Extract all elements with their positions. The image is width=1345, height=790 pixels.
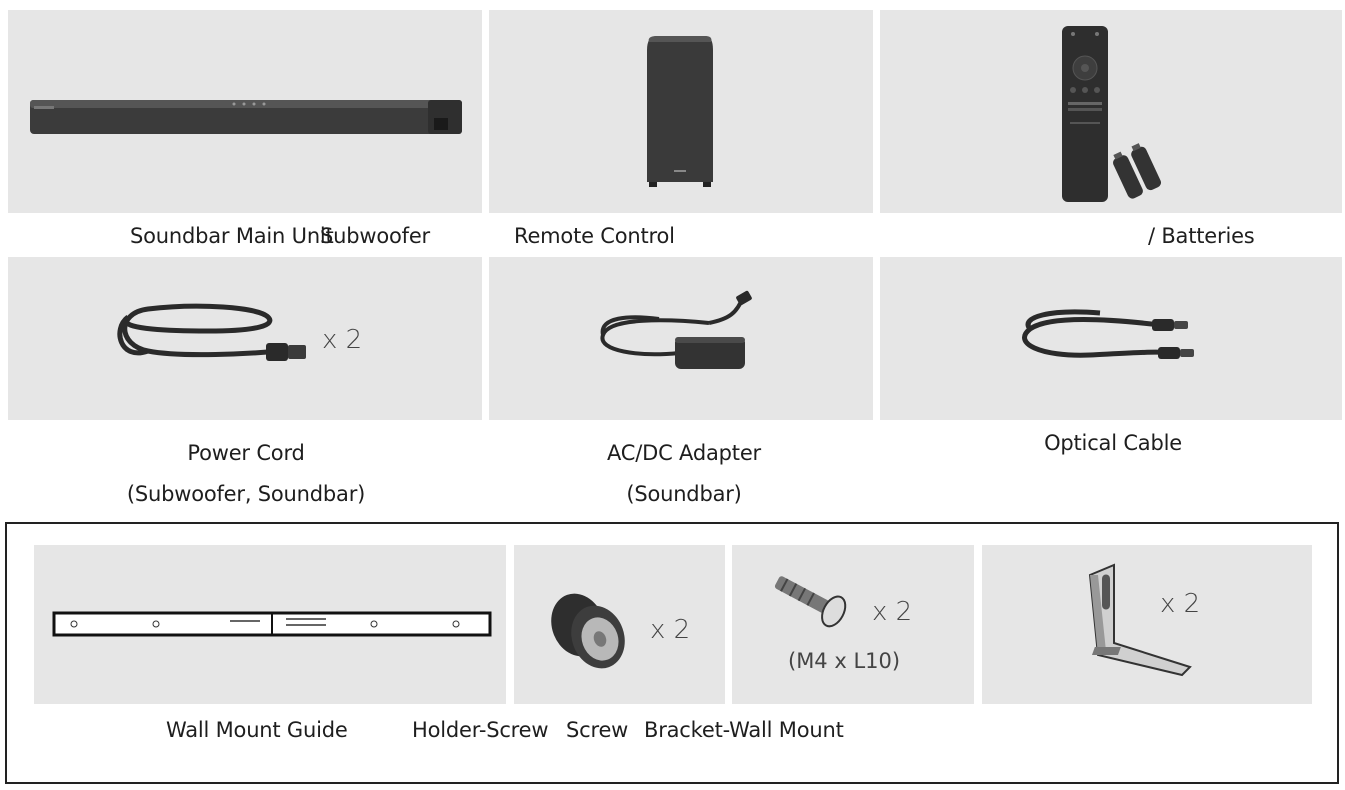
screw-spec: (M4 x L10) — [788, 649, 901, 673]
bracket-panel — [982, 545, 1312, 704]
bracket-qty: x 2 — [1160, 589, 1201, 619]
ac-dc-adapter-icon — [489, 257, 873, 420]
wall-guide-panel — [34, 545, 506, 704]
adapter-label-line2: (Soundbar) — [626, 482, 742, 506]
subwoofer-panel — [489, 10, 873, 213]
wall-guide-label: Wall Mount Guide — [166, 718, 348, 742]
power-cord-label-line1: Power Cord — [187, 441, 305, 465]
holder-screw-panel — [514, 545, 725, 704]
optical-label: Optical Cable — [1044, 431, 1182, 455]
holder-screw-label: Holder-Screw — [412, 718, 549, 742]
adapter-label-line1: AC/DC Adapter — [607, 441, 761, 465]
power-cord-icon — [8, 257, 482, 420]
soundbar-panel — [8, 10, 482, 213]
power-cord-panel — [8, 257, 482, 420]
bracket-icon — [982, 545, 1312, 704]
screw-qty: x 2 — [872, 597, 913, 627]
screw-label: Screw — [566, 718, 629, 742]
wall-mount-guide-icon — [34, 545, 506, 704]
remote-panel — [880, 10, 1342, 213]
remote-label: Remote Control — [514, 224, 675, 248]
subwoofer-icon — [489, 10, 873, 213]
batteries-label: / Batteries — [1148, 224, 1255, 248]
subwoofer-label: Subwoofer — [320, 224, 430, 248]
optical-panel — [880, 257, 1342, 420]
optical-cable-icon — [880, 257, 1342, 420]
adapter-panel — [489, 257, 873, 420]
holder-screw-icon — [514, 545, 725, 704]
soundbar-label: Soundbar Main Unit — [130, 224, 334, 248]
screw-icon — [732, 545, 974, 704]
power-cord-label-line2: (Subwoofer, Soundbar) — [126, 482, 366, 506]
soundbar-icon — [8, 10, 482, 213]
bracket-label: Bracket-Wall Mount — [644, 718, 844, 742]
power-cord-qty: x 2 — [322, 325, 363, 355]
screw-panel — [732, 545, 974, 704]
holder-screw-qty: x 2 — [650, 615, 691, 645]
batteries-icon — [880, 10, 1342, 213]
